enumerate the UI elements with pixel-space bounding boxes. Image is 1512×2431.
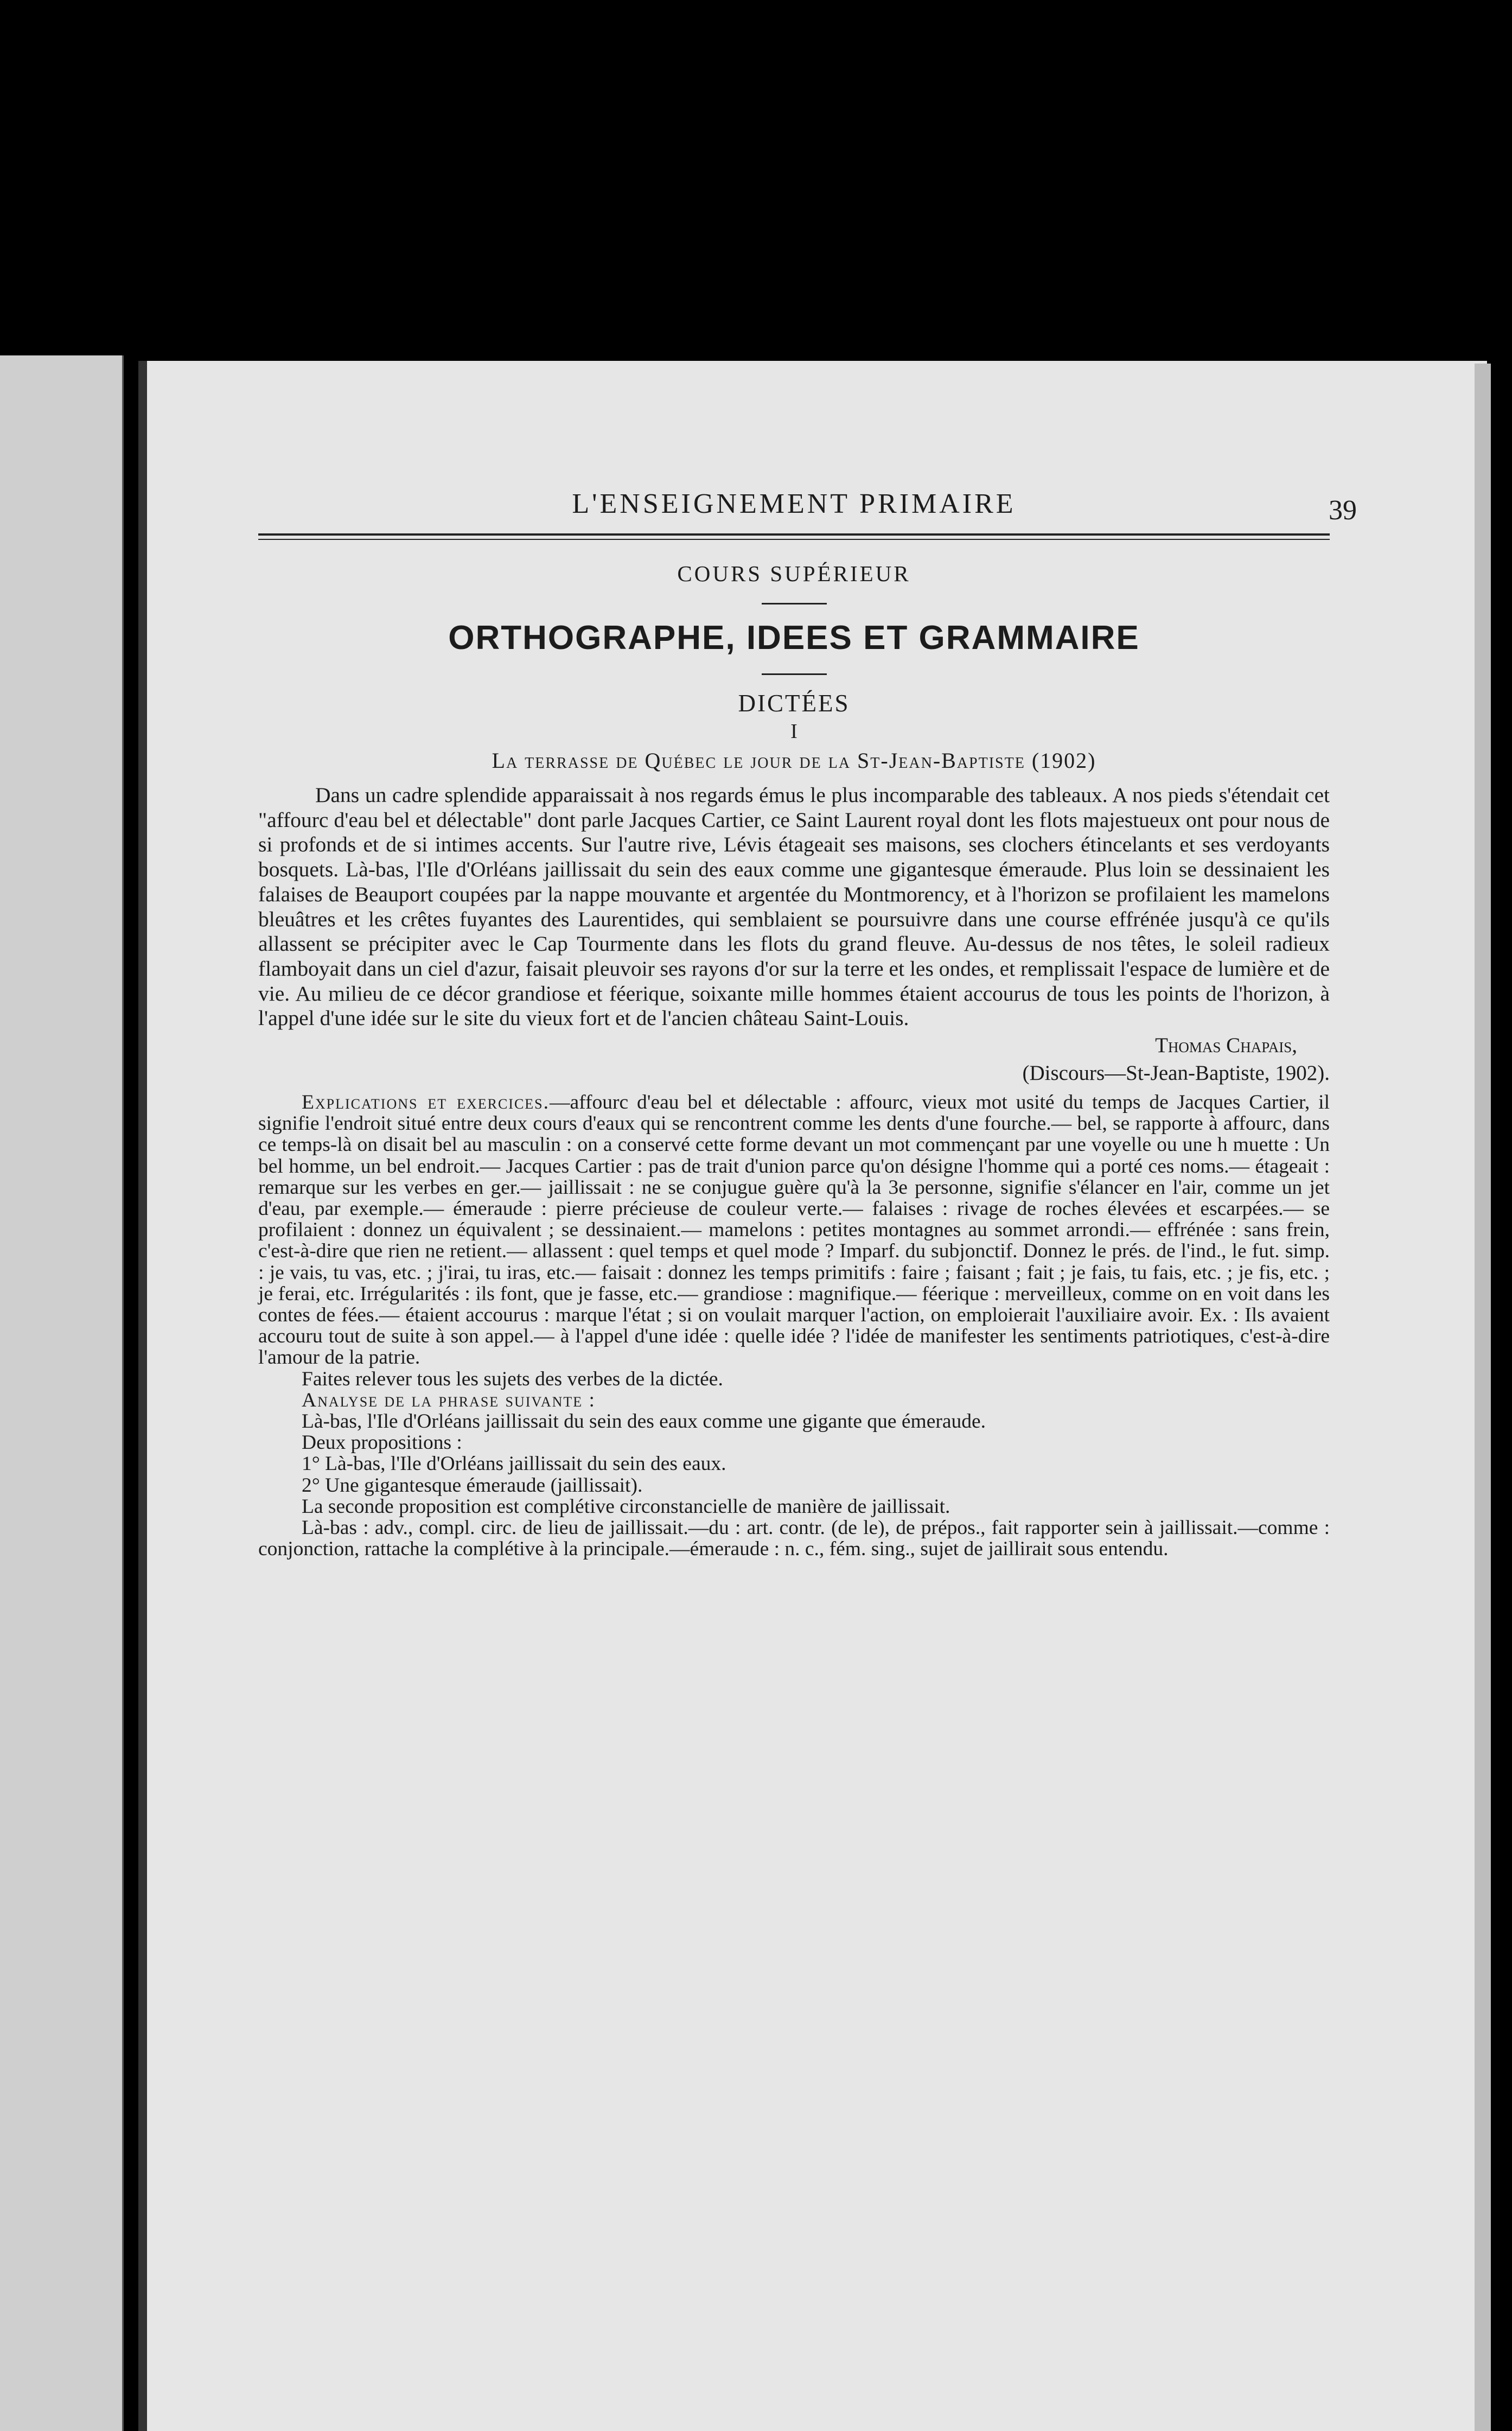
header-rule [258,533,1330,540]
faites-line: Faites relever tous les sujets des verbes de la dictée. [302,1367,723,1390]
explications-text: —affourc d'eau bel et délectable : affourc, vieux mot usité du temps de Jacques Cartier, il signifie l'endroit situé entre deux cours d'eaux qui se rencontrent comme les dents d'une fourche.— bel, se rapporte à affourc, dans ce temps-là on disait bel au masculin : on a conservé cette forme devant un mot commençant par une voyelle ou une h muette : Un bel homme, un bel endroit.— Jacques Cartier : pas de trait d'union parce qu'on désigne l'homme qui a porté ces noms.— étageait : remarque sur les verbes en ger.— jaillissait : ne se conjugue guère qu'à la 3e personne, signifie s'élancer en l'air, comme un jet d'eau, par exemple.— émeraude : pierre précieuse de couleur verte.— falaises : rivage de roches élevées et escarpées.— se profilaient : donnez un équivalent ; se dessinaient.— mamelons : petites montagnes au sommet arrondi.— effrénée : sans frein, c'est-à-dire que rien ne retient.— allassent : quel temps et quel mode ? Imparf. du subjonctif. Donnez le prés. de l'ind., le fut. simp. : je vais, tu vas, etc. ; j'irai, tu iras, etc.— faisait : donnez les temps primitifs : faire ; faisant ; fait ; je fais, tu fais, etc. ; je fis, etc. ; je ferai, etc. Irrégularités : ils font, que je fasse, etc.— grandiose : magnifique.— féerique : merveilleux, comme on en voit dans les contes de fées.— étaient accourus : marque l'état ; si on voulait marquer l'action, on emploierait l'auxiliaire avoir. Ex. : Ils avaient accouru tout de suite à son appel.— à l'appel d'une idée : quelle idée ? l'idée de manifester les sentiments patriotiques, c'est-à-dire l'amour de la patrie. [258,1091,1330,1369]
divider [762,603,827,604]
section-title: COURS SUPÉRIEUR [677,561,911,586]
explications [258,1092,1330,1369]
source: (Discours—St-Jean-Baptiste, 1902). [1022,1061,1330,1085]
proposition-2: 2° Une gigantesque émeraude (jaillissait). [302,1474,643,1497]
running-header [258,487,1357,530]
page-right-edge [1475,364,1491,2431]
deux-propositions: Deux propositions : [302,1431,462,1454]
book-page [138,361,1487,2431]
analyse-detail [258,1517,1330,1560]
main-heading: ORTHOGRAPHE, IDEES ET GRAMMAIRE [448,619,1140,657]
subheading: DICTÉES [738,690,850,717]
analyse-label: Analyse de la phrase suivante : [302,1389,596,1411]
divider [762,673,827,675]
page-content [258,487,1357,1561]
running-head-title: L'ENSEIGNEMENT PRIMAIRE [572,488,1016,519]
analyse-detail-text: Là-bas : adv., compl. circ. de lieu de jaillissait.—du : art. contr. (de le), de prépos., fait rapporter sein à jaillissait.—comme : conjonction, rattache la complétive à la principale.—émeraude : n. c., fém. sing., sujet de jaillirait sous entendu. [258,1517,1330,1561]
proposition-1: 1° Là-bas, l'Ile d'Orléans jaillissait du sein des eaux. [302,1453,726,1475]
author: Thomas Chapais, [1155,1034,1297,1058]
seconde-proposition: La seconde proposition est complétive circonstancielle de manière de jaillissait. [302,1495,950,1518]
dictee-title: La terrasse de Québec le jour de la St-Jean-Baptiste (1902) [492,748,1096,773]
page-number: 39 [1329,495,1357,526]
dictee-text: Dans un cadre splendide apparaissait à nos regards émus le plus incomparable des tableaux. A nos pieds s'étendait cet "affourc d'eau bel et délectable" dont parle Jacques Cartier, ce Saint Laurent royal dont les flots majestueux ont pour nous de si profonds et de si intimes accents. Sur l'autre rive, Lévis étageait ses maisons, ses clochers étincelants et ses verdoyants bosquets. Là-bas, l'Ile d'Orléans jaillissait du sein des eaux comme une gigantesque émeraude. Plus loin se dessinaient les falaises de Beauport coupées par la nappe mouvante et argentée du Montmorency, et à l'horizon se profilaient les mamelons bleuâtres et les crêtes fuyantes des Laurentides, qui semblaient se poursuivre dans une course effrénée jusqu'à ce qu'ils allassent se précipiter avec le Cap Tourmente dans les flots du grand fleuve. Au-dessus de nos têtes, le soleil radieux flamboyait dans un ciel d'azur, faisait pleuvoir ses rayons d'or sur la terre et les ondes, et remplissait l'espace de lumière et de vie. Au milieu de ce décor grandiose et féerique, soixante mille hommes étaient accourus de tous les points de l'horizon, à l'appel d'une idée sur le site du vieux fort et de l'ancien château Saint-Louis. [258,783,1330,1030]
explications-label: Explications et exercices. [302,1091,550,1114]
analyse-sentence: Là-bas, l'Ile d'Orléans jaillissait du sein des eaux comme une gigante que émeraude. [302,1410,986,1433]
dictee-number: I [790,720,798,743]
previous-page-edge [0,355,124,2431]
